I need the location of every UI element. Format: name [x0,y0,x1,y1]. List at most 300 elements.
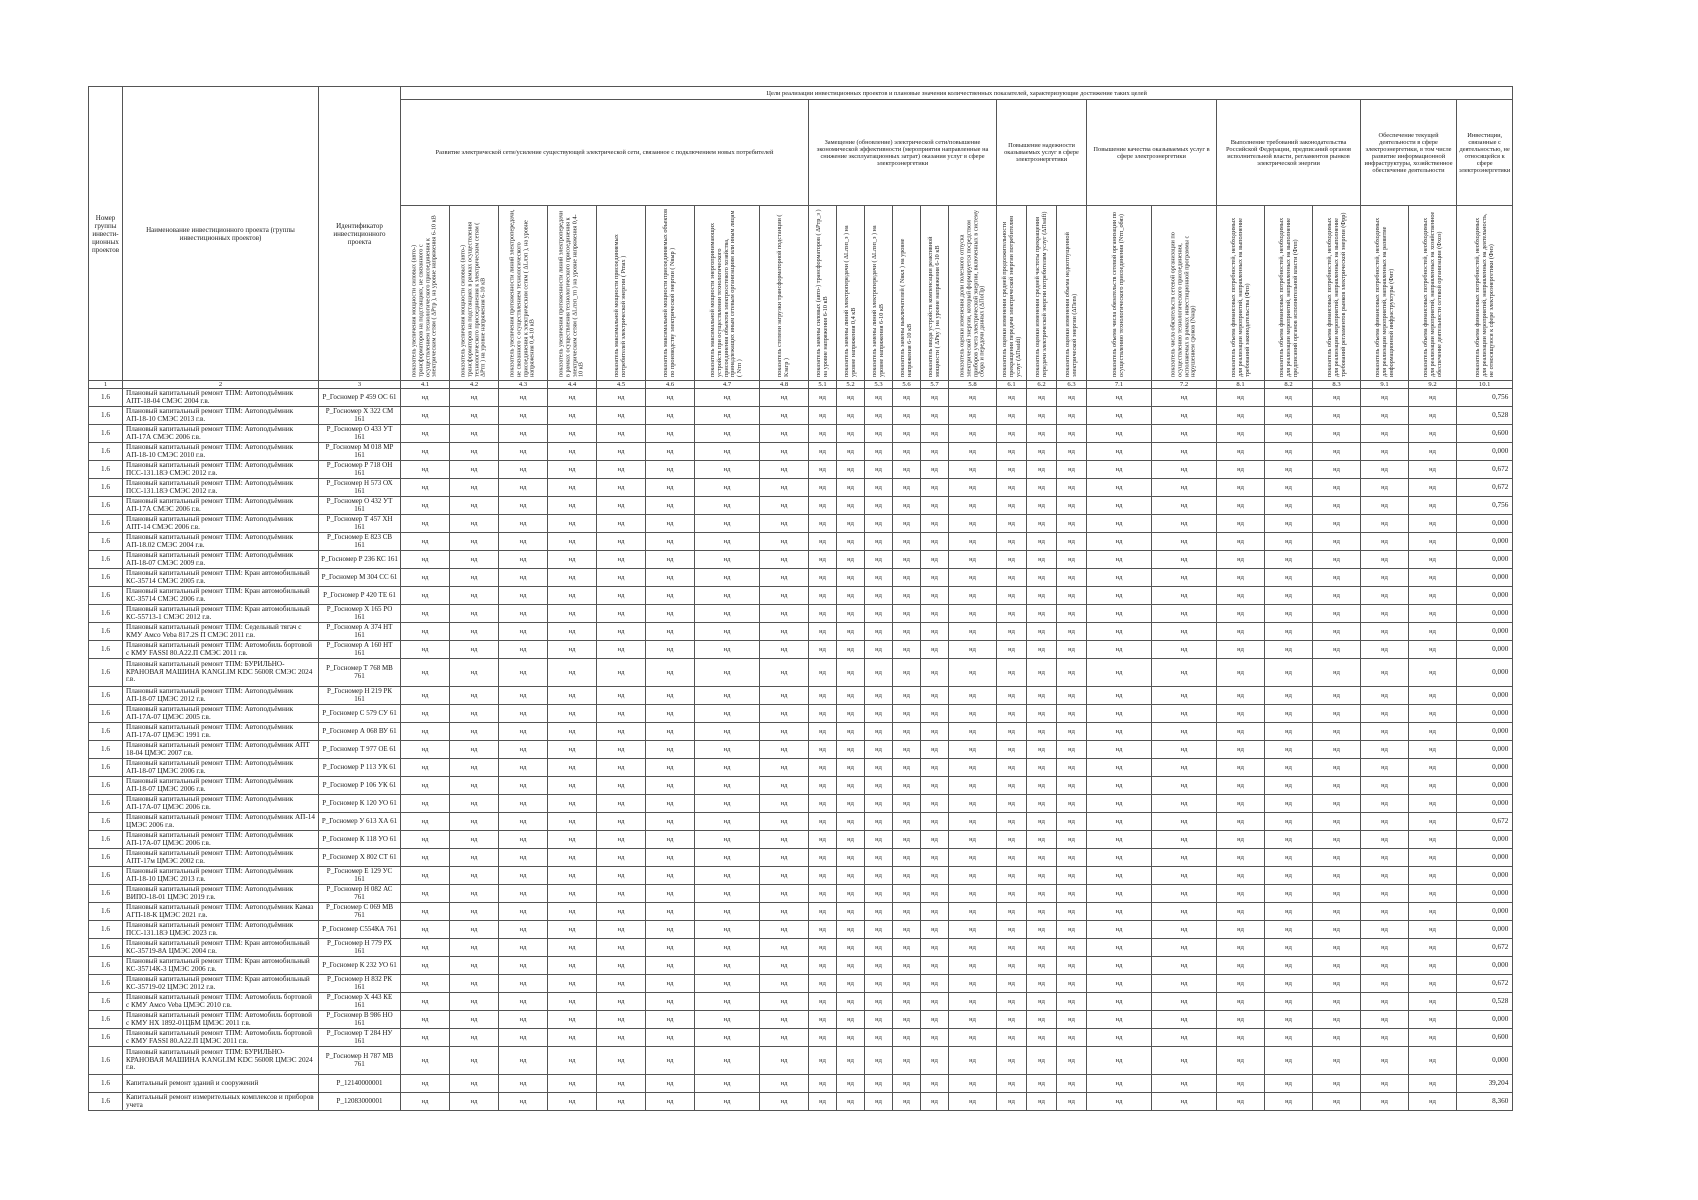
value-cell: 0,000 [1457,605,1513,623]
na-cell: нд [1265,623,1313,641]
group-number-cell: 1.6 [89,641,123,659]
na-cell: нд [997,777,1027,795]
na-cell: нд [1217,741,1265,759]
project-id-cell: P_Госномер Х 802 СТ 61 [319,849,401,867]
na-cell: нд [1152,813,1217,831]
na-cell: нд [1057,957,1087,975]
na-cell: нд [837,1011,865,1029]
na-cell: нд [865,705,893,723]
project-name-cell: Плановый капитальный ремонт ТПМ: Кран автомобильный КС-35714 СМЭС 2006 г.в. [123,587,319,605]
na-cell: нд [646,407,695,425]
indicator-header-text: показатель объема финансовых потребностей, необходимых для реализации мероприятий, направленных на выполнение требований законодательства (Фпз) [1229,217,1250,377]
na-cell: нд [921,687,949,705]
na-cell: нд [499,515,548,533]
na-cell: нд [1057,687,1087,705]
na-cell: нд [865,587,893,605]
indicator-header-text: показатель объема финансовых потребностей, необходимых для реализации мероприятий, направленных на деятельность, не относящуюся к сфере электроэнергетики (Фнэ) [1473,213,1495,377]
na-cell: нд [548,1011,597,1029]
na-cell: нд [1057,1011,1087,1029]
na-cell: нд [865,903,893,921]
na-cell: нд [1217,993,1265,1011]
na-cell: нд [1152,759,1217,777]
project-id-cell: P_Госномер Т 768 МВ 761 [319,659,401,687]
indicator-header-text: показатель оценки изменения средней продолжительности прекращения передачи электрической энергии потребителям услуг (ΔПsaidi) [1000,215,1021,377]
project-id-cell: P_12083000001 [319,1093,401,1111]
na-cell: нд [809,867,837,885]
na-cell: нд [949,993,997,1011]
na-cell: нд [893,687,921,705]
na-cell: нд [1361,587,1409,605]
na-cell: нд [1152,795,1217,813]
na-cell: нд [1152,831,1217,849]
project-name-cell: Плановый капитальный ремонт ТПМ: Автоподъёмник АП-17А-07 ЦМЭС 1991 г.в. [123,723,319,741]
na-cell: нд [809,551,837,569]
na-cell: нд [646,461,695,479]
na-cell: нд [1313,957,1361,975]
na-cell: нд [450,551,499,569]
na-cell: нд [1265,659,1313,687]
na-cell: нд [1057,723,1087,741]
indicator-header-text: показатель максимальной мощности присоединяемых потребителей электрической энергии ( Pmax ) [613,234,627,377]
na-cell: нд [1027,425,1057,443]
na-cell: нд [1409,849,1457,867]
na-cell: нд [548,921,597,939]
na-cell: нд [893,741,921,759]
group-header-7: Инвестиции, связанные с деятельностью, не относящейся к сфере электроэнергетики [1457,100,1513,206]
na-cell: нд [1087,1093,1152,1111]
na-cell: нд [450,1029,499,1047]
na-cell: нд [548,903,597,921]
na-cell: нд [1265,885,1313,903]
na-cell: нд [450,479,499,497]
value-cell: 0,000 [1457,587,1513,605]
na-cell: нд [450,605,499,623]
na-cell: нд [1057,1075,1087,1093]
na-cell: нд [597,389,646,407]
na-cell: нд [997,975,1027,993]
na-cell: нд [760,515,809,533]
na-cell: нд [865,741,893,759]
na-cell: нд [1057,479,1087,497]
na-cell: нд [1409,687,1457,705]
value-cell: 0,000 [1457,885,1513,903]
na-cell: нд [809,389,837,407]
project-name-cell: Плановый капитальный ремонт ТПМ: Автоподъёмник АП-18-07 СМЭС 2009 г.в. [123,551,319,569]
na-cell: нд [921,993,949,1011]
na-cell: нд [1152,1011,1217,1029]
na-cell: нд [1057,389,1087,407]
na-cell: нд [997,389,1027,407]
na-cell: нд [1027,551,1057,569]
na-cell: нд [997,921,1027,939]
na-cell: нд [809,1093,837,1111]
na-cell: нд [893,705,921,723]
na-cell: нд [1217,831,1265,849]
na-cell: нд [401,605,450,623]
table-row [89,759,1513,777]
group-number-cell: 1.6 [89,623,123,641]
project-id-cell: P_12140000001 [319,1075,401,1093]
na-cell: нд [1152,903,1217,921]
na-cell: нд [1265,425,1313,443]
na-cell: нд [548,551,597,569]
na-cell: нд [401,993,450,1011]
na-cell: нд [1027,461,1057,479]
na-cell: нд [548,1093,597,1111]
na-cell: нд [646,777,695,795]
group-number-cell: 1.6 [89,1093,123,1111]
na-cell: нд [1313,1047,1361,1075]
value-cell: 0,756 [1457,497,1513,515]
na-cell: нд [997,759,1027,777]
project-name-cell: Плановый капитальный ремонт ТПМ: Автомобиль бортовой с КМУ FASSI 80.A22.П СМЭС 2011 г.в. [123,641,319,659]
group-number-cell: 1.6 [89,1075,123,1093]
project-name-cell: Плановый капитальный ремонт ТПМ: Автомобиль бортовой с КМУ FASSI 80.A22.П ЦМЭС 2011 г.в. [123,1029,319,1047]
group-number-cell: 1.6 [89,687,123,705]
value-cell: 0,528 [1457,993,1513,1011]
na-cell: нд [893,587,921,605]
na-cell: нд [401,551,450,569]
na-cell: нд [1217,939,1265,957]
na-cell: нд [1265,587,1313,605]
na-cell: нд [597,723,646,741]
project-id-cell: P_Госномер С 069 МВ 761 [319,903,401,921]
na-cell: нд [646,903,695,921]
na-cell: нд [646,921,695,939]
na-cell: нд [695,425,760,443]
na-cell: нд [760,425,809,443]
project-id-cell: P_Госномер Т 457 ХН 161 [319,515,401,533]
na-cell: нд [949,479,997,497]
na-cell: нд [997,479,1027,497]
na-cell: нд [1217,1047,1265,1075]
na-cell: нд [837,993,865,1011]
na-cell: нд [1313,723,1361,741]
na-cell: нд [949,741,997,759]
indicator-header-text: показатель увеличения мощности силовых (авто-) трансформаторов на подстанциях, не связанного с осуществлением технологического присоединения к электрическим сетям ( ΔPтр ), на уровне напряжения 6-10 кВ [410,215,438,377]
column-number: 8.1 [1217,381,1265,389]
na-cell: нд [1409,551,1457,569]
na-cell: нд [401,1047,450,1075]
na-cell: нд [1217,705,1265,723]
project-name-cell: Плановый капитальный ремонт ТПМ: Автоподъёмник АПТ 18-04 ЦМЭС 2007 г.в. [123,741,319,759]
project-id-cell: P_Госномер С554КА 761 [319,921,401,939]
na-cell: нд [1313,425,1361,443]
project-name-cell: Капитальный ремонт зданий и сооружений [123,1075,319,1093]
project-id-cell: P_Госномер К 232 УО 61 [319,957,401,975]
na-cell: нд [1265,831,1313,849]
na-cell: нд [646,389,695,407]
na-cell: нд [1313,867,1361,885]
na-cell: нд [450,705,499,723]
na-cell: нд [1027,867,1057,885]
na-cell: нд [1361,479,1409,497]
na-cell: нд [1087,921,1152,939]
na-cell: нд [1361,867,1409,885]
na-cell: нд [1409,723,1457,741]
na-cell: нд [760,939,809,957]
value-cell: 0,000 [1457,867,1513,885]
project-id-cell: P_Госномер О 433 УТ 161 [319,425,401,443]
na-cell: нд [1057,659,1087,687]
na-cell: нд [760,687,809,705]
na-cell: нд [1409,957,1457,975]
na-cell: нд [949,885,997,903]
na-cell: нд [1313,497,1361,515]
na-cell: нд [865,939,893,957]
na-cell: нд [499,795,548,813]
na-cell: нд [1057,849,1087,867]
na-cell: нд [1087,407,1152,425]
indicator-header [997,206,1027,381]
na-cell: нд [760,497,809,515]
na-cell: нд [1361,407,1409,425]
project-name-cell: Плановый капитальный ремонт ТПМ: Автоподъёмник ПСС-131.18Э ЦМЭС 2023 г.в. [123,921,319,939]
na-cell: нд [1087,939,1152,957]
na-cell: нд [1057,705,1087,723]
na-cell: нд [1313,741,1361,759]
table-row [89,1047,1513,1075]
na-cell: нд [401,903,450,921]
na-cell: нд [837,587,865,605]
na-cell: нд [837,1093,865,1111]
project-name-cell: Плановый капитальный ремонт ТПМ: Автомобиль бортовой с КМУ HX 1892-01ЦБМ ЦМЭС 2011 г.в. [123,1011,319,1029]
na-cell: нд [921,957,949,975]
column-number: 1 [89,381,123,389]
na-cell: нд [1057,993,1087,1011]
group-number-cell: 1.6 [89,425,123,443]
na-cell: нд [1265,551,1313,569]
na-cell: нд [865,1075,893,1093]
na-cell: нд [893,551,921,569]
na-cell: нд [1361,777,1409,795]
na-cell: нд [401,885,450,903]
na-cell: нд [401,443,450,461]
indicator-header [865,206,893,381]
na-cell: нд [646,849,695,867]
na-cell: нд [997,939,1027,957]
na-cell: нд [921,1029,949,1047]
na-cell: нд [865,407,893,425]
na-cell: нд [921,975,949,993]
na-cell: нд [760,795,809,813]
na-cell: нд [809,605,837,623]
na-cell: нд [401,795,450,813]
na-cell: нд [1313,641,1361,659]
na-cell: нд [1027,479,1057,497]
column-number: 5.8 [949,381,997,389]
na-cell: нд [646,957,695,975]
na-cell: нд [1152,389,1217,407]
na-cell: нд [1265,939,1313,957]
na-cell: нд [1152,939,1217,957]
na-cell: нд [837,551,865,569]
na-cell: нд [450,957,499,975]
column-number: 10.1 [1457,381,1513,389]
na-cell: нд [1361,623,1409,641]
na-cell: нд [837,641,865,659]
na-cell: нд [1409,569,1457,587]
na-cell: нд [809,425,837,443]
na-cell: нд [921,659,949,687]
na-cell: нд [1409,533,1457,551]
na-cell: нд [893,515,921,533]
na-cell: нд [949,795,997,813]
na-cell: нд [646,641,695,659]
na-cell: нд [401,921,450,939]
na-cell: нд [1361,1093,1409,1111]
project-id-cell: P_Госномер Н 573 ОХ 161 [319,479,401,497]
investment-indicators-table [88,86,1513,1111]
value-cell: 0,000 [1457,849,1513,867]
na-cell: нд [646,569,695,587]
table-row [89,939,1513,957]
na-cell: нд [450,759,499,777]
na-cell: нд [949,903,997,921]
na-cell: нд [548,443,597,461]
na-cell: нд [548,479,597,497]
na-cell: нд [1409,975,1457,993]
na-cell: нд [1409,623,1457,641]
na-cell: нд [499,551,548,569]
project-id-cell: P_Госномер Р 718 ОН 161 [319,461,401,479]
value-cell: 0,000 [1457,551,1513,569]
investment-table-sheet [88,86,1513,1111]
project-id-cell: P_Госномер Е 129 УС 161 [319,867,401,885]
na-cell: нд [1152,921,1217,939]
na-cell: нд [809,687,837,705]
na-cell: нд [1313,515,1361,533]
na-cell: нд [949,759,997,777]
group-number-cell: 1.6 [89,551,123,569]
na-cell: нд [695,885,760,903]
na-cell: нд [921,533,949,551]
na-cell: нд [401,957,450,975]
na-cell: нд [1409,795,1457,813]
na-cell: нд [1361,921,1409,939]
na-cell: нд [401,777,450,795]
na-cell: нд [450,741,499,759]
na-cell: нд [997,551,1027,569]
na-cell: нд [1313,777,1361,795]
na-cell: нд [646,515,695,533]
na-cell: нд [1027,885,1057,903]
indicator-header [1409,206,1457,381]
na-cell: нд [499,587,548,605]
na-cell: нд [1313,1093,1361,1111]
na-cell: нд [921,813,949,831]
na-cell: нд [646,939,695,957]
na-cell: нд [1087,659,1152,687]
na-cell: нд [499,425,548,443]
na-cell: нд [1027,605,1057,623]
na-cell: нд [695,407,760,425]
indicator-header-text: показатель оценки изменения средней частоты прекращения передачи электрической энергии потребителям услуг (ΔПsaifi) [1033,211,1048,377]
na-cell: нд [809,443,837,461]
na-cell: нд [949,443,997,461]
na-cell: нд [695,903,760,921]
na-cell: нд [401,831,450,849]
na-cell: нд [921,705,949,723]
na-cell: нд [997,1093,1027,1111]
na-cell: нд [401,975,450,993]
na-cell: нд [997,831,1027,849]
na-cell: нд [1313,1011,1361,1029]
na-cell: нд [893,407,921,425]
na-cell: нд [893,479,921,497]
na-cell: нд [1027,641,1057,659]
na-cell: нд [809,407,837,425]
na-cell: нд [1313,813,1361,831]
na-cell: нд [646,1093,695,1111]
indicator-header [949,206,997,381]
na-cell: нд [401,867,450,885]
na-cell: нд [809,741,837,759]
na-cell: нд [695,443,760,461]
na-cell: нд [1361,813,1409,831]
na-cell: нд [597,993,646,1011]
indicator-header [1057,206,1087,381]
column-number: 6.2 [1027,381,1057,389]
na-cell: нд [499,705,548,723]
na-cell: нд [809,921,837,939]
na-cell: нд [865,641,893,659]
na-cell: нд [499,1075,548,1093]
project-id-cell: P_Госномер К 120 УО 61 [319,795,401,813]
na-cell: нд [760,605,809,623]
na-cell: нд [1265,975,1313,993]
na-cell: нд [499,479,548,497]
na-cell: нд [695,497,760,515]
na-cell: нд [401,705,450,723]
na-cell: нд [401,723,450,741]
na-cell: нд [1313,885,1361,903]
na-cell: нд [597,551,646,569]
na-cell: нд [597,705,646,723]
na-cell: нд [1313,569,1361,587]
na-cell: нд [1027,831,1057,849]
na-cell: нд [548,957,597,975]
na-cell: нд [760,1093,809,1111]
na-cell: нд [949,849,997,867]
group-number-cell: 1.6 [89,867,123,885]
na-cell: нд [809,723,837,741]
na-cell: нд [1087,461,1152,479]
na-cell: нд [893,497,921,515]
na-cell: нд [646,741,695,759]
na-cell: нд [695,759,760,777]
indicator-header [1027,206,1057,381]
na-cell: нд [401,407,450,425]
na-cell: нд [646,479,695,497]
na-cell: нд [1087,849,1152,867]
na-cell: нд [646,497,695,515]
na-cell: нд [597,813,646,831]
na-cell: нд [450,407,499,425]
value-cell: 0,672 [1457,939,1513,957]
na-cell: нд [1057,903,1087,921]
indicator-header-text: показатель числа обязательств сетевой организации по осуществлению технологического присоединения, исполняемых в рамках инвестиционной программы с нарушением сроков (Nнар) [1169,232,1197,377]
na-cell: нд [499,777,548,795]
na-cell: нд [1265,921,1313,939]
column-number: 7.1 [1087,381,1152,389]
na-cell: нд [695,795,760,813]
group-number-cell: 1.6 [89,533,123,551]
na-cell: нд [1265,407,1313,425]
na-cell: нд [548,623,597,641]
na-cell: нд [1217,641,1265,659]
na-cell: нд [1152,587,1217,605]
